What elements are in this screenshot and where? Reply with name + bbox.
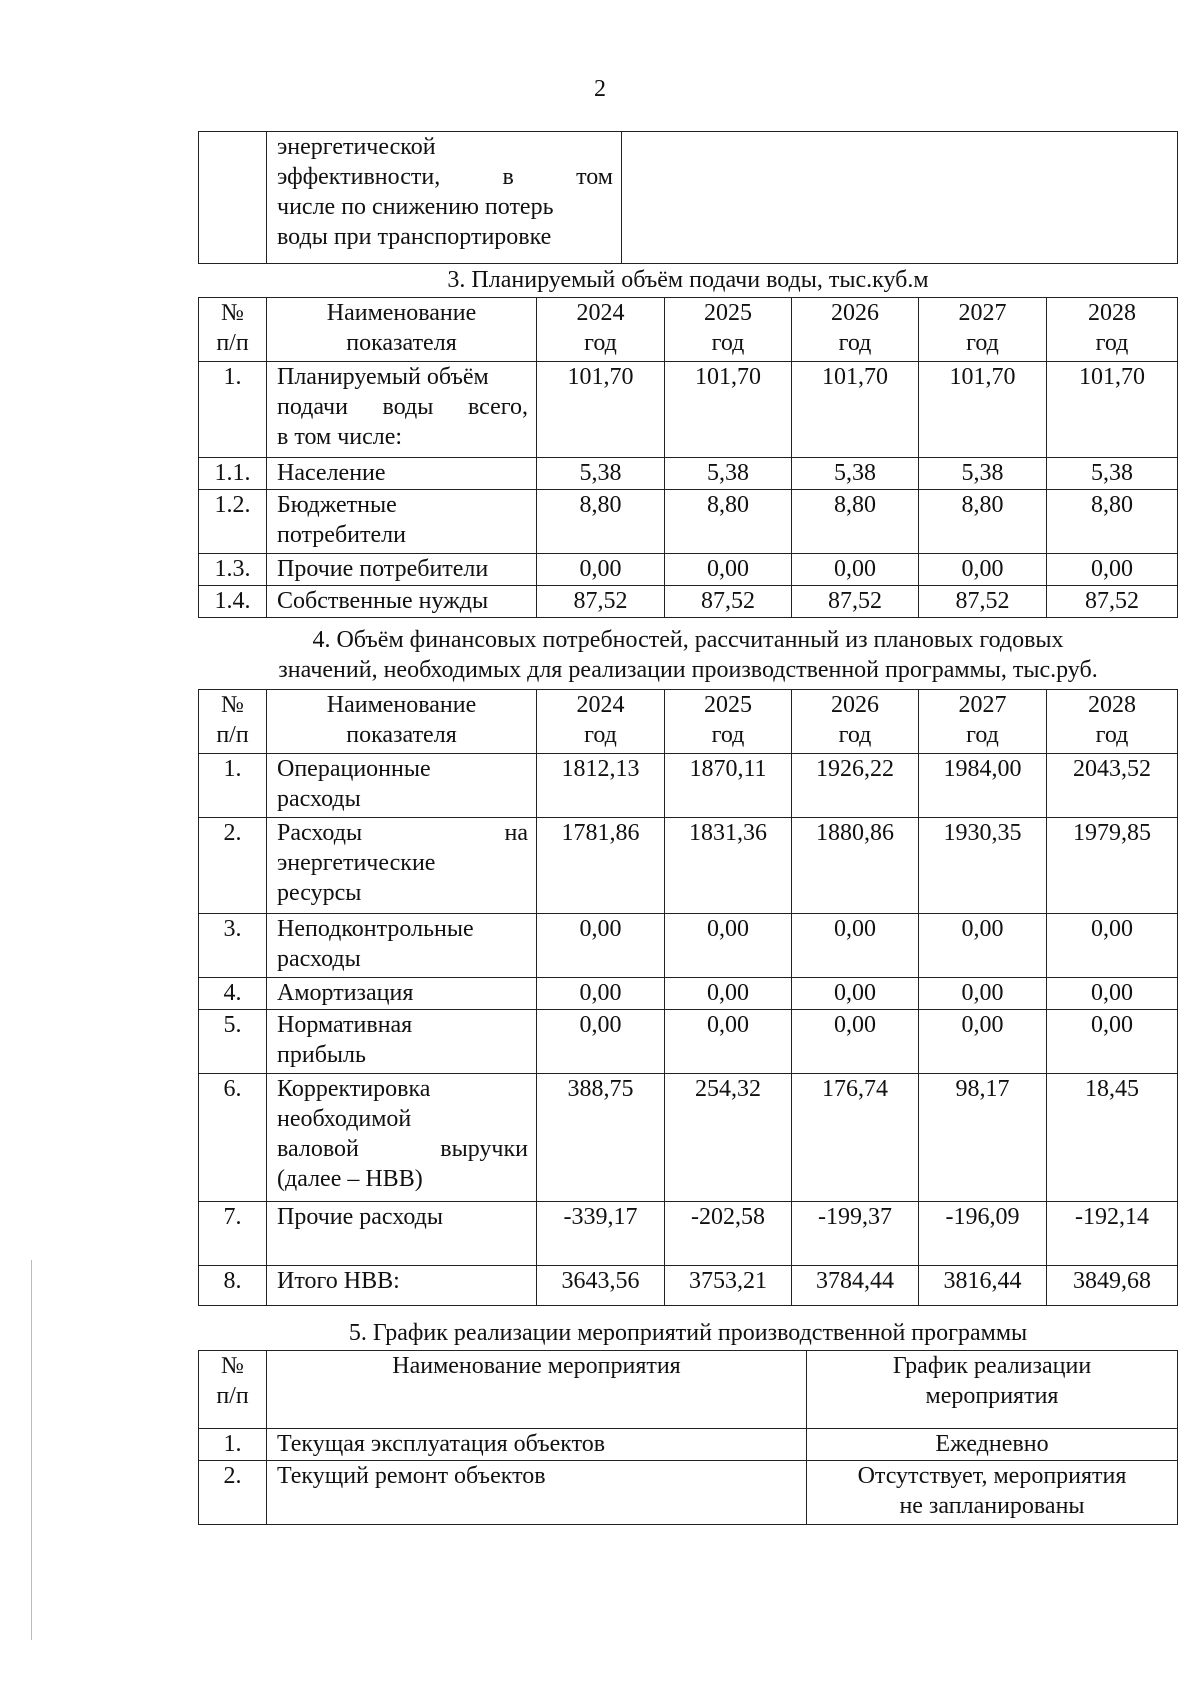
water-volume-table xyxy=(198,297,1178,618)
value-2026: 0,00 xyxy=(792,978,919,1010)
continuation-text-cell xyxy=(267,132,622,264)
row-name: Бюджетные потребители xyxy=(267,490,537,554)
row-num: 7. xyxy=(199,1202,267,1266)
value-2024: 388,75 xyxy=(537,1074,665,1202)
value-2026: 87,52 xyxy=(792,586,919,618)
value-2025: 0,00 xyxy=(665,554,792,586)
value-2026: 8,80 xyxy=(792,490,919,554)
value-2024: 87,52 xyxy=(537,586,665,618)
value-2027: 0,00 xyxy=(919,554,1047,586)
table-header-row xyxy=(199,690,1178,754)
row-num: 1. xyxy=(199,754,267,818)
table-row xyxy=(199,978,1178,1010)
value-2024: 0,00 xyxy=(537,914,665,978)
row-schedule: Ежедневно xyxy=(807,1429,1178,1461)
scan-margin-line xyxy=(31,1260,32,1640)
continuation-num-cell xyxy=(199,132,267,264)
value-2025: 254,32 xyxy=(665,1074,792,1202)
header-year-2028: 2028 год xyxy=(1047,690,1178,754)
value-2024: 0,00 xyxy=(537,1010,665,1074)
row-num: 1.3. xyxy=(199,554,267,586)
table-row xyxy=(199,1010,1178,1074)
value-2026: 0,00 xyxy=(792,1010,919,1074)
value-2025: 87,52 xyxy=(665,586,792,618)
value-2027: 5,38 xyxy=(919,458,1047,490)
value-2024: 5,38 xyxy=(537,458,665,490)
value-2027: 0,00 xyxy=(919,914,1047,978)
continuation-line: воды при транспортировке xyxy=(277,224,552,250)
header-year-2024: 2024 год xyxy=(537,298,665,362)
value-2028: 87,52 xyxy=(1047,586,1178,618)
value-2027: 3816,44 xyxy=(919,1266,1047,1306)
row-num: 4. xyxy=(199,978,267,1010)
value-2028: -192,14 xyxy=(1047,1202,1178,1266)
value-2027: 0,00 xyxy=(919,978,1047,1010)
table-row xyxy=(199,362,1178,458)
row-num: 6. xyxy=(199,1074,267,1202)
continuation-line: числе по снижению потерь xyxy=(277,194,554,220)
value-2027: 98,17 xyxy=(919,1074,1047,1202)
value-2024: 101,70 xyxy=(537,362,665,458)
value-2026: 0,00 xyxy=(792,914,919,978)
table-row xyxy=(199,1202,1178,1266)
value-2024: 3643,56 xyxy=(537,1266,665,1306)
row-event-name: Текущая эксплуатация объектов xyxy=(267,1429,807,1461)
table-row xyxy=(199,458,1178,490)
value-2024: 0,00 xyxy=(537,978,665,1010)
header-year-2027: 2027 год xyxy=(919,298,1047,362)
value-2027: 87,52 xyxy=(919,586,1047,618)
row-name: Планируемый объём подачи воды всего, в том числе: xyxy=(267,362,537,458)
row-name: Население xyxy=(267,458,537,490)
row-name: Прочие потребители xyxy=(267,554,537,586)
value-2028: 0,00 xyxy=(1047,914,1178,978)
table-row xyxy=(199,586,1178,618)
value-2024: 0,00 xyxy=(537,554,665,586)
value-2024: -339,17 xyxy=(537,1202,665,1266)
value-2028: 18,45 xyxy=(1047,1074,1178,1202)
row-name: Неподконтрольные расходы xyxy=(267,914,537,978)
value-2026: 101,70 xyxy=(792,362,919,458)
value-2027: -196,09 xyxy=(919,1202,1047,1266)
header-num: № п/п xyxy=(199,298,267,362)
table-header-row xyxy=(199,298,1178,362)
row-name: Операционные расходы xyxy=(267,754,537,818)
value-2025: 0,00 xyxy=(665,978,792,1010)
table-row xyxy=(199,1074,1178,1202)
value-2026: -199,37 xyxy=(792,1202,919,1266)
row-name: Итого НВВ: xyxy=(267,1266,537,1306)
row-name: Амортизация xyxy=(267,978,537,1010)
schedule-table xyxy=(198,1350,1178,1525)
continuation-empty-cell xyxy=(622,132,1178,264)
value-2026: 176,74 xyxy=(792,1074,919,1202)
row-num: 1.1. xyxy=(199,458,267,490)
table-row xyxy=(199,914,1178,978)
value-2027: 1984,00 xyxy=(919,754,1047,818)
value-2028: 0,00 xyxy=(1047,554,1178,586)
value-2027: 1930,35 xyxy=(919,818,1047,914)
value-2026: 3784,44 xyxy=(792,1266,919,1306)
value-2026: 5,38 xyxy=(792,458,919,490)
value-2025: -202,58 xyxy=(665,1202,792,1266)
value-2027: 101,70 xyxy=(919,362,1047,458)
row-name: Корректировка необходимой валовой выручки (далее – НВВ) xyxy=(267,1074,537,1202)
table-row xyxy=(199,1266,1178,1306)
value-2025: 1831,36 xyxy=(665,818,792,914)
value-2026: 1926,22 xyxy=(792,754,919,818)
row-name: Расходы на энергетические ресурсы xyxy=(267,818,537,914)
row-num: 3. xyxy=(199,914,267,978)
row-event-name: Текущий ремонт объектов xyxy=(267,1461,807,1525)
continuation-line: энергетической xyxy=(277,134,436,160)
financial-needs-table xyxy=(198,689,1178,1306)
value-2028: 3849,68 xyxy=(1047,1266,1178,1306)
header-schedule: График реализации мероприятия xyxy=(807,1351,1178,1429)
header-year-2027: 2027 год xyxy=(919,690,1047,754)
value-2028: 8,80 xyxy=(1047,490,1178,554)
header-year-2028: 2028 год xyxy=(1047,298,1178,362)
value-2026: 1880,86 xyxy=(792,818,919,914)
value-2025: 5,38 xyxy=(665,458,792,490)
page-number: 2 xyxy=(594,76,606,102)
section5-title: 5. График реализации мероприятий производственной программы xyxy=(348,1320,1028,1346)
row-num: 1. xyxy=(199,1429,267,1461)
header-year-2026: 2026 год xyxy=(792,298,919,362)
value-2025: 1870,11 xyxy=(665,754,792,818)
header-year-2025: 2025 год xyxy=(665,298,792,362)
value-2024: 1781,86 xyxy=(537,818,665,914)
row-name: Собственные нужды xyxy=(267,586,537,618)
table-row xyxy=(199,818,1178,914)
row-num: 8. xyxy=(199,1266,267,1306)
row-name: Нормативная прибыль xyxy=(267,1010,537,1074)
section3-title: 3. Планируемый объём подачи воды, тыс.куб.м xyxy=(447,267,929,293)
row-num: 1.2. xyxy=(199,490,267,554)
value-2028: 5,38 xyxy=(1047,458,1178,490)
row-num: 5. xyxy=(199,1010,267,1074)
table-header-row xyxy=(199,1351,1178,1429)
row-num: 2. xyxy=(199,818,267,914)
row-num: 1.4. xyxy=(199,586,267,618)
value-2025: 8,80 xyxy=(665,490,792,554)
row-num: 1. xyxy=(199,362,267,458)
row-schedule: Отсутствует, мероприятия не запланированы xyxy=(807,1461,1178,1525)
header-name: Наименование показателя xyxy=(267,690,537,754)
row-name: Прочие расходы xyxy=(267,1202,537,1266)
header-year-2024: 2024 год xyxy=(537,690,665,754)
table-row xyxy=(199,554,1178,586)
value-2025: 0,00 xyxy=(665,1010,792,1074)
value-2027: 0,00 xyxy=(919,1010,1047,1074)
header-event-name: Наименование мероприятия xyxy=(267,1351,807,1429)
table-row xyxy=(199,1429,1178,1461)
value-2027: 8,80 xyxy=(919,490,1047,554)
value-2028: 0,00 xyxy=(1047,1010,1178,1074)
value-2028: 101,70 xyxy=(1047,362,1178,458)
header-num: № п/п xyxy=(199,1351,267,1429)
header-name: Наименование показателя xyxy=(267,298,537,362)
header-year-2026: 2026 год xyxy=(792,690,919,754)
table-row xyxy=(199,754,1178,818)
value-2028: 2043,52 xyxy=(1047,754,1178,818)
value-2024: 8,80 xyxy=(537,490,665,554)
section4-title: 4. Объём финансовых потребностей, рассчитанный из плановых годовых значений, необходимых для реализации производственной программы, тыс.руб. xyxy=(278,627,1098,683)
value-2025: 0,00 xyxy=(665,914,792,978)
table-row xyxy=(199,490,1178,554)
continuation-line: эффективности, в том xyxy=(277,164,613,190)
value-2025: 101,70 xyxy=(665,362,792,458)
value-2025: 3753,21 xyxy=(665,1266,792,1306)
value-2028: 1979,85 xyxy=(1047,818,1178,914)
row-num: 2. xyxy=(199,1461,267,1525)
header-year-2025: 2025 год xyxy=(665,690,792,754)
value-2028: 0,00 xyxy=(1047,978,1178,1010)
header-num: № п/п xyxy=(199,690,267,754)
table-row xyxy=(199,1461,1178,1525)
value-2024: 1812,13 xyxy=(537,754,665,818)
value-2026: 0,00 xyxy=(792,554,919,586)
continuation-table xyxy=(198,131,1178,264)
